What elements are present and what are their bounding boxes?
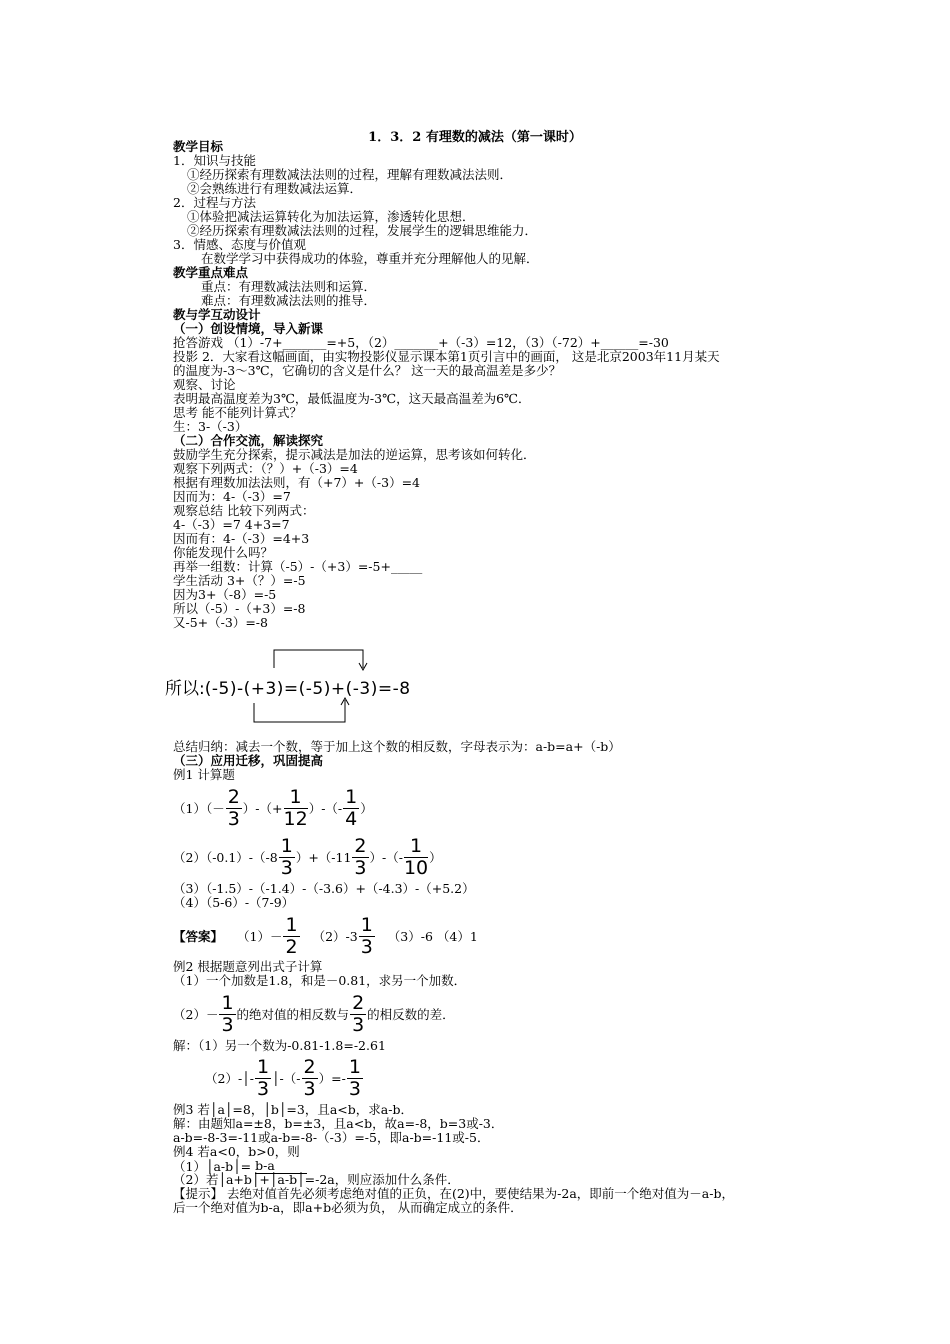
goal-1b: ②会熟练进行有理数减法运算． [187, 181, 363, 196]
expr-text: │-（- [272, 1071, 301, 1086]
fraction: $\frac{1}{10}$ [403, 834, 429, 879]
expr-text: ）+（-11 [295, 850, 352, 865]
goal-2a: ①体验把减法运算转化为加法运算，渗透转化思想． [187, 209, 475, 224]
fraction: $\frac{1}{3}$ [360, 913, 373, 958]
expr-text: （1）－ [237, 929, 283, 944]
fraction: $\frac{2}{3}$ [352, 991, 365, 1036]
explore-line-6: 4-（-3）=7 4+3=7 [173, 517, 290, 532]
explore-line-5: 观察总结 比较下列两式： [173, 503, 315, 518]
fraction: $\frac{1}{3}$ [280, 834, 293, 879]
explore-line-3: 根据有理数加法法则，有（+7）+（-3）=4 [173, 475, 421, 490]
example-1-item-3: （3）（-1.5）-（-1.4）-（-3.6）+（-4.3）-（+5.2） [173, 881, 475, 896]
explanation: 表明最高温度差为3℃，最低温度为-3℃，这天最高温差为6℃． [173, 391, 531, 406]
expr-text: （2）－ [173, 1007, 219, 1022]
fraction: $\frac{1}{3}$ [221, 991, 234, 1036]
page-title: 1．3．2 有理数的减法（第一课时） [368, 130, 582, 145]
summary: 总结归纳：减去一个数，等于加上这个数的相反数，字母表示为：a-b=a+（-b） [173, 739, 621, 754]
explore-line-2: 观察下列两式：（？）+（-3）=4 [173, 461, 358, 476]
example-3-solution-2: a-b=-8-3=-11或a-b=-8-（-3）=-5，即a-b=-11或-5． [173, 1130, 490, 1145]
explore-line-8: 你能发现什么吗？ [173, 545, 274, 560]
explore-line-10: 学生活动 3+（？）=-5 [173, 573, 306, 588]
example-2-title: 例2 根据题意列出式子计算 [173, 959, 323, 974]
expr-text: ） [360, 801, 373, 816]
rule-formula [165, 674, 411, 699]
answer-label: 【答案】 [173, 929, 224, 944]
explore-line-12: 所以（-5）-（+3）=-8 [173, 601, 306, 616]
formula-prefix: 所以: [165, 679, 205, 699]
observe-discuss: 观察、讨论 [173, 377, 236, 392]
explore-line-13: 又-5+（-3）=-8 [173, 615, 268, 630]
projection-line-1: 投影 2．大家看这幅画面，由实物投影仪显示课本第1页引言中的画面， 这是北京2003年11月某天 [173, 349, 720, 364]
student-answer: 生：3-（-3） [173, 419, 248, 434]
expr-text: ）-（- [369, 850, 403, 865]
top-arrow-line [274, 650, 363, 668]
hint-line-1: 【提示】 去绝对值首先必须考虑绝对值的正负，在(2)中，要使结果为-2a，即前一个绝对值为－a-b， [173, 1186, 734, 1201]
projection-line-2: 的温度为-3～3℃，它确切的含义是什么？ 这一天的最高温差是多少？ [173, 363, 562, 378]
example-1-answer [173, 912, 478, 960]
explore-line-1: 鼓励学生充分探索，提示减法是加法的逆运算，思考该如何转化． [173, 447, 536, 462]
fraction: $\frac{1}{12}$ [283, 785, 308, 830]
bottom-arrow-line [254, 700, 345, 722]
fraction: $\frac{1}{4}$ [345, 785, 358, 830]
expr-text: （1）│a-b│= [173, 1159, 256, 1174]
difficult-point: 难点：有理数减法法则的推导． [201, 293, 377, 308]
part-2-heading: （二）合作交流，解读探究 [173, 433, 324, 448]
expr-text: 的相反数的差． [367, 1007, 455, 1022]
goal-2: 2．过程与方法 [173, 195, 256, 210]
example-1-item-1 [173, 784, 373, 832]
goal-1: 1．知识与技能 [173, 153, 256, 168]
expr-text: 的绝对值的相反数与 [236, 1007, 350, 1022]
expr-text: （3）-6 （4）1 [387, 929, 478, 944]
example-4-title: 例4 若a<0，b>0，则 [173, 1144, 300, 1159]
goals-heading: 教学目标 [173, 139, 224, 154]
expr-text: ）=- [318, 1071, 346, 1086]
goal-3a: 在数学学习中获得成功的体验，尊重并充分理解他人的见解． [201, 251, 539, 266]
key-heading: 教学重点难点 [173, 265, 249, 280]
expr-text: （1）（－ [173, 801, 225, 816]
key-point: 重点：有理数减法法则和运算． [201, 279, 377, 294]
explore-line-4: 因而为：4-（-3）=7 [173, 489, 291, 504]
formula-body: (-5)-(+3)=(-5)+(-3)=-8 [204, 679, 411, 699]
solution-1: 解：（1）另一个数为-0.81-1.8=-2.61 [173, 1038, 386, 1053]
think: 思考 能不能列计算式？ [173, 405, 302, 420]
goal-3: 3．情感、态度与价值观 [173, 237, 306, 252]
expr-text: ）-（+ [242, 801, 283, 816]
quiz-game: 抢答游戏 （1）-7+_______=+5，（2）_______+（-3）=12，（3）（-72）+______=-30 [173, 335, 669, 350]
solution-2 [205, 1054, 364, 1102]
expr-text: （2）（-0.1）-（-8 [173, 850, 278, 865]
explore-line-11: 因为3+（-8）=-5 [173, 587, 277, 602]
expr-text: （2）-│- [205, 1071, 254, 1086]
example-4-item-2: （2）若│a+b│+│a-b│=-2a，则应添加什么条件． [173, 1172, 460, 1187]
expr-text: ） [429, 850, 442, 865]
hint-line-2: 后一个绝对值为b-a，即a+b必须为负， 从而确定成立的条件． [173, 1200, 523, 1215]
explore-line-9: 再举一组数：计算（-5）-（+3）=-5+_____ [173, 559, 423, 574]
part-1-heading: （一）创设情境，导入新课 [173, 321, 324, 336]
example-1-item-2 [173, 833, 442, 881]
example-1-item-4: （4）（5-6）-（7-9） [173, 895, 295, 910]
part-3-heading: （三）应用迁移，巩固提高 [173, 753, 324, 768]
design-heading: 教与学互动设计 [173, 307, 261, 322]
goal-1a: ①经历探索有理数减法法则的过程，理解有理数减法法则． [187, 167, 513, 182]
fraction: $\frac{2}{3}$ [227, 785, 240, 830]
fraction: $\frac{1}{3}$ [256, 1055, 270, 1100]
expr-text: （2）-3 [312, 929, 358, 944]
explore-line-7: 因而有：4-（-3）=4+3 [173, 531, 310, 546]
example-2-item-1: （1）一个加数是1.8，和是－0.81，求另一个加数． [173, 973, 467, 988]
fraction: $\frac{2}{3}$ [354, 834, 367, 879]
fraction: $\frac{1}{3}$ [348, 1055, 361, 1100]
expr-text: ）-（- [308, 801, 343, 816]
example-3-title: 例3 若│a│=8，│b│=3，且a<b，求a-b． [173, 1102, 413, 1117]
fraction: $\frac{2}{3}$ [303, 1055, 316, 1100]
fraction: $\frac{1}{2}$ [285, 913, 298, 958]
underlined-answer: b-a [255, 1159, 307, 1174]
example-1-title: 例1 计算题 [173, 767, 235, 782]
example-3-solution-1: 解：由题知a=±8，b=±3，且a<b，故a=-8，b=3或-3． [173, 1116, 504, 1131]
example-2-item-2 [173, 990, 455, 1038]
goal-2b: ②经历探索有理数减法法则的过程，发展学生的逻辑思维能力． [187, 223, 538, 238]
